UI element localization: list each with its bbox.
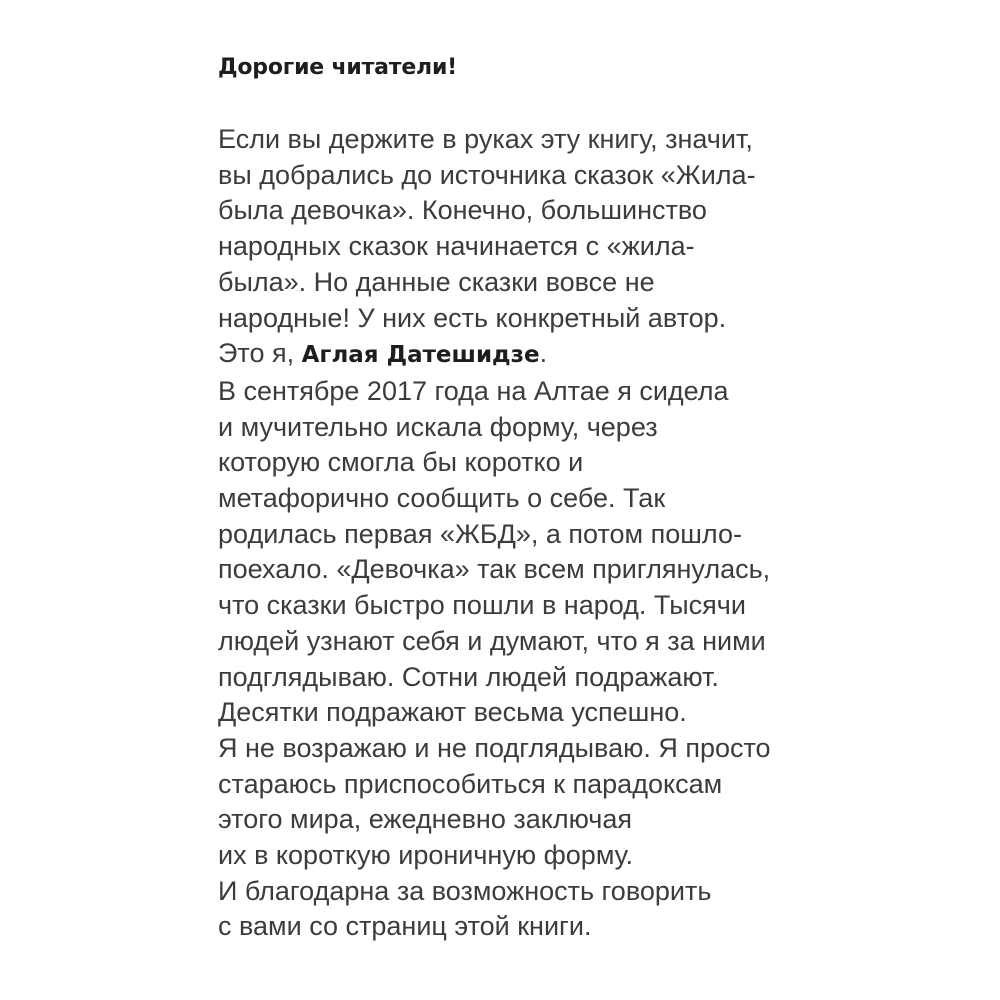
text-line: В сентябре 2017 года на Алтае я сидела xyxy=(218,375,729,406)
text-line: с вами со страниц этой книги. xyxy=(218,911,592,942)
text-line: Десятки подражают весьма успешно. xyxy=(218,697,687,728)
author-name: Аглая Датешидзе xyxy=(301,342,540,369)
text-line: народных сказок начинается с «жила- xyxy=(218,231,695,262)
text-line: Если вы держите в руках эту книгу, значит, xyxy=(218,124,753,154)
text-line: Я не возражаю и не подглядываю. Я просто xyxy=(218,732,771,763)
letter-body xyxy=(218,122,838,945)
text-line: которую смогла бы коротко и xyxy=(218,447,584,478)
author-line-prefix: Это я, xyxy=(218,338,302,369)
text-line: этого мира, ежедневно заключая xyxy=(218,804,632,835)
author-line-suffix: . xyxy=(539,338,548,369)
text-line: метафорично сообщить о себе. Так xyxy=(218,483,666,514)
text-line: народные! У них есть конкретный автор. xyxy=(218,302,727,333)
author-line xyxy=(218,336,838,374)
text-line: поехало. «Девочка» так всем приглянулась, xyxy=(218,554,771,585)
text-line: их в короткую ироничную форму. xyxy=(218,840,633,871)
text-line: И благодарна за возможность говорить xyxy=(218,875,712,906)
text-line: была девочка». Конечно, большинство xyxy=(218,195,707,226)
text-line: стараюсь приспособиться к парадоксам xyxy=(218,768,723,799)
text-line: и мучительно искала форму, через xyxy=(218,411,658,442)
text-line: вы добрались до источника сказок «Жила- xyxy=(218,159,756,190)
text-line: была». Но данные сказки вовсе не xyxy=(218,266,655,297)
text-line: родилась первая «ЖБД», а потом пошло- xyxy=(218,518,742,549)
text-line: подглядываю. Сотни людей подражают. xyxy=(218,661,719,692)
letter-heading: Дорогие читатели! xyxy=(218,55,458,80)
text-line: людей узнают себя и думают, что я за ними xyxy=(218,625,766,656)
text-line: что сказки быстро пошли в народ. Тысячи xyxy=(218,590,746,621)
